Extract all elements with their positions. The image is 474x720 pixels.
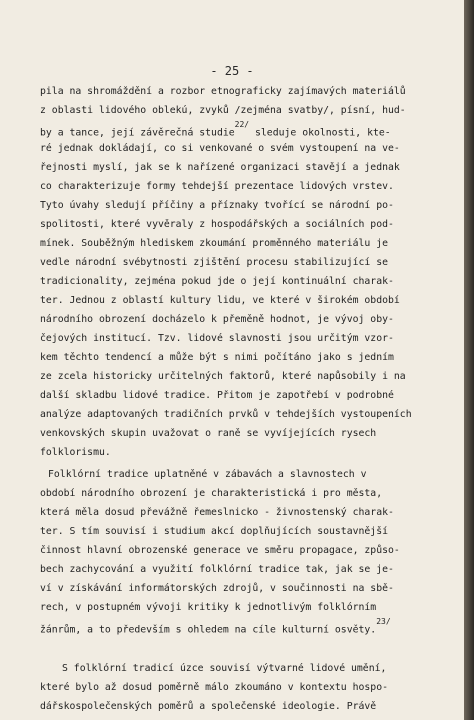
text-line: další skladbu lidové tradice. Přitom je zapotřebí v podrobné [40,390,394,401]
text-segment: žánrům, a to především s ohledem na cíle kulturní osvěty. [40,624,377,636]
text-segment: sleduje okolnosti, kte- [249,127,391,139]
text-line: analýze adaptovaných tradičních prvků v tehdejších vystoupeních [40,409,412,420]
text-line: kem těchto tendencí a může být s nimi počítáno jako s jedním [40,352,394,363]
text-line: činnost hlavní obrozenské generace ve směru propagace, způso- [40,545,400,556]
text-line [40,617,391,636]
text-line: které bylo až dosud poměrně málo zkoumáno v kontextu hospo- [40,682,388,693]
text-line: Folklórní tradice uplatněné v zábavách a slavnostech v [48,469,367,480]
text-line: spolitosti, které vyvěraly z hospodářských a sociálních pod- [40,219,394,230]
text-line: vedle národní svébytnosti zjištění procesu stabilizující se [40,257,388,268]
text-line: tradicionality, zejména pokud jde o její kontinuální charak- [40,276,394,287]
page-number: - 25 - [210,64,254,78]
text-line: dářskospolečenských poměrů a společenské ideologie. Právě [40,701,377,712]
footnote-marker: 23/ [376,617,391,626]
text-segment: by a tance, její závěrečná studie [40,127,235,139]
text-line: národního obrození docházelo k přeměně hodnot, je vývoj oby- [40,314,394,325]
text-line: S folklórní tradicí úzce souvisí výtvarné lidové umění, [62,663,387,674]
text-line: čejových institucí. Tzv. lidové slavnosti jsou určitým vzor- [40,333,394,344]
footnote-marker: 22/ [234,120,250,129]
text-line: co charakterizuje formy tehdejší prezentace lidových vrstev. [40,181,394,192]
text-line: ter. S tím souvisí i studium akcí doplňujících soustavnější [40,526,388,537]
text-line: ré jednak dokládají, co si venkované o svém vystoupení na ve- [40,143,400,154]
text-line: Tyto úvahy sledují příčiny a příznaky tvořící se národní po- [40,200,394,211]
text-line: řejnosti myslí, jak se k nařízené organizaci stavějí a jednak [40,162,400,173]
text-line: bech zachycování a využití folklórní tradice tak, jak se je- [40,564,394,575]
text-line: která měla dosud převážně řemeslnicko - živnostenský charak- [40,507,394,518]
text-line: období národního obrození je charakteristická i pro města, [40,488,383,499]
text-line: folklorismu. [40,447,111,458]
text-line: z oblasti lidového oblekú, zvyků /zejména svatby/, písní, hud- [40,105,406,116]
text-line: rech, v postupném vývoji kritiky k jednotlivým folklórním [40,602,377,613]
text-line [40,120,391,139]
text-line: ví v získávání informátorských zdrojů, v součinnosti na sbě- [40,583,394,594]
text-line: ter. Jednou z oblastí kultury lidu, ve které v širokém období [40,295,400,306]
text-line: venkovských skupin uvažovat o raně se vyvíjejících rysech [40,428,377,439]
text-line: pila na shromáždění a rozbor etnograficky zajímavých materiálů [40,86,406,97]
text-line: mínek. Souběžným hlediskem zkoumání proměnného materiálu je [40,238,388,249]
text-line: ze zcela historicky určitelných faktorů, které napůsobily i na [40,371,406,382]
page-edge-shadow [464,0,474,720]
